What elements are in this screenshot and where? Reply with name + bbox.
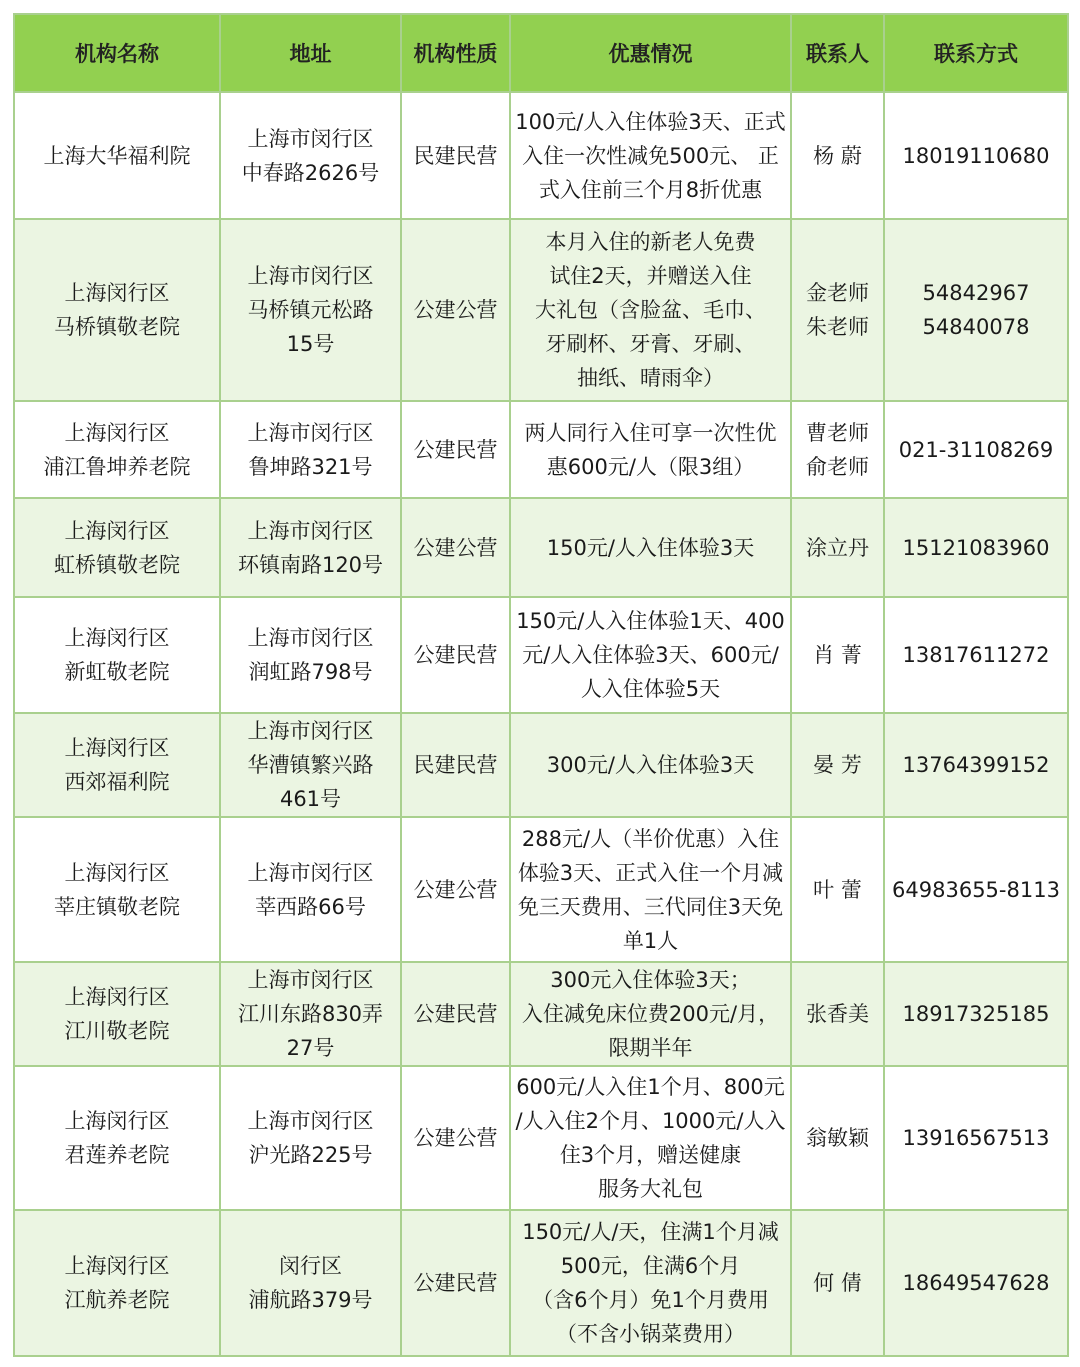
cell-name: 上海闵行区 君莲养老院 [14,1066,220,1210]
cell-type: 公建民营 [401,401,510,498]
cell-address: 上海市闵行区 沪光路225号 [220,1066,401,1210]
cell-type: 公建公营 [401,498,510,597]
table-row [14,817,1068,962]
cell-name: 上海闵行区 莘庄镇敬老院 [14,817,220,962]
header-type: 机构性质 [401,14,510,92]
header-phone: 联系方式 [884,14,1068,92]
cell-address: 上海市闵行区 莘西路66号 [220,817,401,962]
cell-type: 公建公营 [401,817,510,962]
cell-phone: 13916567513 [884,1066,1068,1210]
cell-contact: 涂立丹 [791,498,884,597]
cell-name: 上海闵行区 浦江鲁坤养老院 [14,401,220,498]
cell-address: 上海市闵行区 鲁坤路321号 [220,401,401,498]
table-container [13,13,1069,1357]
cell-contact: 肖 菁 [791,597,884,713]
cell-offer: 600元/人入住1个月、800元 /人入住2个月、1000元/人入 住3个月，赠送健康 服务大礼包 [510,1066,791,1210]
cell-offer: 300元入住体验3天； 入住减免床位费200元/月， 限期半年 [510,962,791,1066]
cell-contact: 杨 蔚 [791,92,884,219]
header-name: 机构名称 [14,14,220,92]
cell-offer: 150元/人入住体验3天 [510,498,791,597]
table-row [14,498,1068,597]
cell-offer: 288元/人（半价优惠）入住 体验3天、正式入住一个月减 免三天费用、三代同住3天免 单1人 [510,817,791,962]
cell-contact: 张香美 [791,962,884,1066]
cell-contact: 曹老师 俞老师 [791,401,884,498]
cell-type: 公建公营 [401,1066,510,1210]
table-row [14,597,1068,713]
header-contact: 联系人 [791,14,884,92]
cell-phone: 64983655-8113 [884,817,1068,962]
table-row [14,92,1068,219]
cell-address: 上海市闵行区 润虹路798号 [220,597,401,713]
table-row [14,219,1068,401]
cell-name: 上海闵行区 马桥镇敬老院 [14,219,220,401]
cell-address: 上海市闵行区 华漕镇繁兴路 461号 [220,713,401,817]
cell-address: 上海市闵行区 江川东路830弄 27号 [220,962,401,1066]
cell-phone: 021-31108269 [884,401,1068,498]
header-address: 地址 [220,14,401,92]
cell-name: 上海闵行区 虹桥镇敬老院 [14,498,220,597]
header-row [14,14,1068,92]
cell-contact: 叶 蕾 [791,817,884,962]
cell-offer: 两人同行入住可享一次性优 惠600元/人（限3组） [510,401,791,498]
cell-contact: 晏 芳 [791,713,884,817]
cell-phone: 54842967 54840078 [884,219,1068,401]
cell-phone: 18917325185 [884,962,1068,1066]
cell-address: 上海市闵行区 马桥镇元松路 15号 [220,219,401,401]
cell-type: 公建公营 [401,219,510,401]
cell-type: 公建民营 [401,962,510,1066]
cell-offer: 150元/人/天，住满1个月减 500元，住满6个月 （含6个月）免1个月费用 （不含小锅菜费用） [510,1210,791,1356]
cell-contact: 翁敏颖 [791,1066,884,1210]
table-row [14,401,1068,498]
cell-contact: 何 倩 [791,1210,884,1356]
cell-name: 上海大华福利院 [14,92,220,219]
cell-name: 上海闵行区 新虹敬老院 [14,597,220,713]
cell-offer: 100元/人入住体验3天、正式 入住一次性减免500元、 正 式入住前三个月8折优惠 [510,92,791,219]
nursing-home-table [13,13,1069,1357]
cell-offer: 150元/人入住体验1天、400 元/人入住体验3天、600元/ 人入住体验5天 [510,597,791,713]
cell-address: 上海市闵行区 中春路2626号 [220,92,401,219]
cell-phone: 18649547628 [884,1210,1068,1356]
cell-phone: 13764399152 [884,713,1068,817]
cell-offer: 300元/人入住体验3天 [510,713,791,817]
table-row [14,962,1068,1066]
cell-address: 闵行区 浦航路379号 [220,1210,401,1356]
cell-contact: 金老师 朱老师 [791,219,884,401]
cell-phone: 18019110680 [884,92,1068,219]
cell-type: 公建民营 [401,1210,510,1356]
header-offer: 优惠情况 [510,14,791,92]
cell-type: 公建民营 [401,597,510,713]
table-row [14,1210,1068,1356]
cell-name: 上海闵行区 江川敬老院 [14,962,220,1066]
cell-name: 上海闵行区 江航养老院 [14,1210,220,1356]
cell-type: 民建民营 [401,92,510,219]
cell-address: 上海市闵行区 环镇南路120号 [220,498,401,597]
table-row [14,1066,1068,1210]
cell-offer: 本月入住的新老人免费 试住2天，并赠送入住 大礼包（含脸盆、毛巾、 牙刷杯、牙膏、牙刷、 抽纸、晴雨伞） [510,219,791,401]
cell-phone: 13817611272 [884,597,1068,713]
cell-type: 民建民营 [401,713,510,817]
cell-phone: 15121083960 [884,498,1068,597]
table-row [14,713,1068,817]
cell-name: 上海闵行区 西郊福利院 [14,713,220,817]
